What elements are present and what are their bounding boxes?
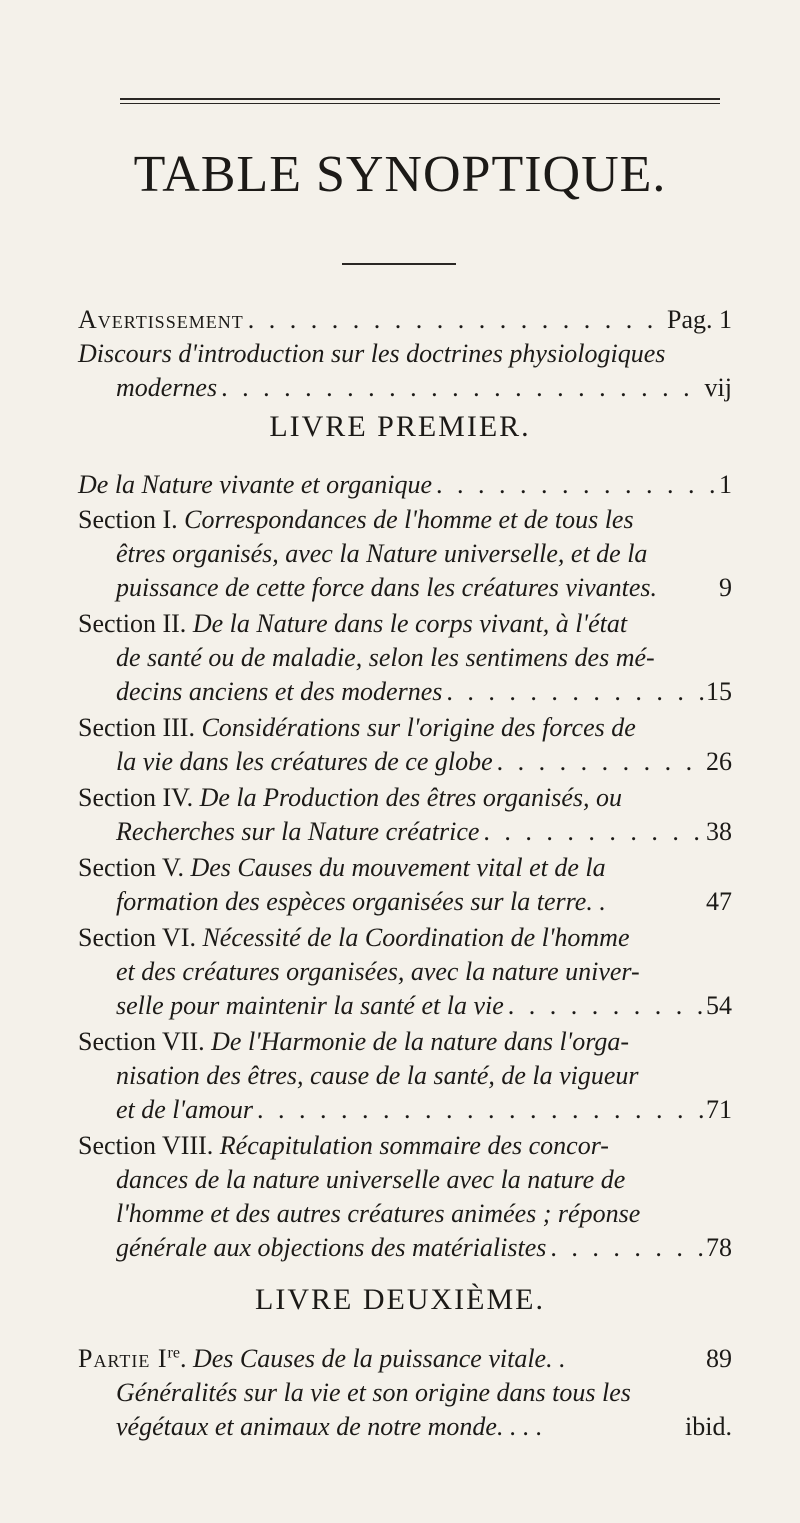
discours-line-1: Discours d'introduction sur les doctrines physiologiques <box>78 339 666 368</box>
leader-dots <box>442 676 706 708</box>
leader-dots <box>217 372 704 404</box>
section-label: Section II. <box>78 609 187 638</box>
title-rule <box>342 263 456 265</box>
section-text: Considérations sur l'origine des forces de <box>201 713 636 742</box>
leader-dots <box>493 746 706 778</box>
partie-label-text: Partie I <box>78 1344 168 1373</box>
section-label: Section V. <box>78 853 184 882</box>
page-number: 9 <box>719 573 732 602</box>
page-number: 1 <box>719 470 732 499</box>
page-number: vij <box>704 373 732 402</box>
section-4-line-1 <box>78 782 732 814</box>
section-1-line-3 <box>116 572 732 604</box>
toc-entry-discours <box>116 372 732 404</box>
section-2-line-2: de santé ou de maladie, selon les sentimens des mé- <box>116 643 655 672</box>
section-label: Section VI. <box>78 923 196 952</box>
leader-dots <box>479 816 706 848</box>
section-1-line-2: êtres organisés, avec la Nature universelle, et de la <box>116 539 648 568</box>
page-number: 26 <box>706 747 732 776</box>
section-label: Section III. <box>78 713 195 742</box>
section-label: Section VII. <box>78 1027 205 1056</box>
section-6-line-1 <box>78 922 732 954</box>
generalites-line-2 <box>116 1411 732 1443</box>
section-5-line-2 <box>116 886 732 918</box>
section-7-line-3 <box>116 1094 732 1126</box>
section-2-line-1 <box>78 608 732 640</box>
section-3-line-1 <box>78 712 732 744</box>
page-number: 71 <box>706 1095 732 1124</box>
page-number: 38 <box>706 817 732 846</box>
section-8-line-3: l'homme et des autres créatures animées ; réponse <box>116 1199 641 1228</box>
section-text: decins anciens et des modernes <box>116 677 443 706</box>
section-text: formation des espèces organisées sur la terre. . <box>116 887 606 916</box>
section-text: la vie dans les créatures de ce globe <box>116 747 493 776</box>
section-text: Nécessité de la Coordination de l'homme <box>202 923 630 952</box>
section-text: selle pour maintenir la santé et la vie <box>116 991 504 1020</box>
section-text: Correspondances de l'homme et de tous les <box>184 505 634 534</box>
section-text: et de l'amour <box>116 1095 253 1124</box>
discours-line-2: modernes <box>116 373 218 402</box>
section-6-line-2: et des créatures organisées, avec la nature univer- <box>116 957 640 986</box>
leader-dots <box>244 304 667 336</box>
section-8-line-2: dances de la nature universelle avec la nature de <box>116 1165 626 1194</box>
page-number: 54 <box>706 991 732 1020</box>
partie-suffix: . <box>179 1344 187 1373</box>
section-4-line-2 <box>116 816 732 848</box>
page-number: 15 <box>706 677 732 706</box>
livre-deuxieme-heading: LIVRE DEUXIÈME. <box>255 1283 545 1316</box>
page-number: ibid. <box>685 1412 732 1441</box>
leader-dots <box>253 1094 706 1126</box>
page-number: Pag. 1 <box>667 305 732 334</box>
section-2-line-3 <box>116 676 732 708</box>
avertissement-label: Avertissement <box>78 305 244 334</box>
intro-text: De la Nature vivante et organique <box>78 470 433 499</box>
section-7-line-1 <box>78 1026 732 1058</box>
livre-premier-heading: LIVRE PREMIER. <box>269 410 531 443</box>
toc-entry-partie-1 <box>78 1343 732 1375</box>
partie-sup: re <box>167 1344 180 1362</box>
generalites-line-1: Généralités sur la vie et son origine dans tous les <box>116 1378 631 1407</box>
top-rule-thin <box>120 103 720 104</box>
section-1-line-1 <box>78 504 732 536</box>
page-number: 47 <box>706 887 732 916</box>
section-text: De la Production des êtres organisés, ou <box>199 783 623 812</box>
section-8-line-4 <box>116 1232 732 1264</box>
leader-dots <box>504 990 706 1022</box>
section-8-line-1 <box>78 1130 732 1162</box>
section-6-line-3 <box>116 990 732 1022</box>
section-label: Section VIII. <box>78 1131 214 1160</box>
partie-text: Des Causes de la puissance vitale. . <box>192 1344 566 1373</box>
section-label: Section IV. <box>78 783 194 812</box>
section-7-line-2: nisation des êtres, cause de la santé, de la vigueur <box>116 1061 639 1090</box>
top-rule <box>120 98 720 100</box>
page-number: 89 <box>706 1344 732 1373</box>
toc-entry-intro <box>78 469 732 501</box>
partie-label <box>78 1343 566 1375</box>
section-3-line-2 <box>116 746 732 778</box>
section-5-line-1 <box>78 852 732 884</box>
section-text: Des Causes du mouvement vital et de la <box>190 853 606 882</box>
leader-dots <box>546 1232 706 1264</box>
section-label: Section I. <box>78 505 178 534</box>
section-text: De l'Harmonie de la nature dans l'orga- <box>211 1027 630 1056</box>
section-text: puissance de cette force dans les créatures vivantes. <box>116 573 658 602</box>
page-title: TABLE SYNOPTIQUE. <box>133 146 667 203</box>
section-text: générale aux objections des matérialistes <box>116 1233 547 1262</box>
toc-entry-avertissement <box>78 304 732 336</box>
page-number: 78 <box>706 1233 732 1262</box>
section-text: Recherches sur la Nature créatrice <box>116 817 480 846</box>
section-text: Récapitulation sommaire des concor- <box>219 1131 609 1160</box>
leader-dots <box>432 469 719 501</box>
generalites-text: végétaux et animaux de notre monde. . . . <box>116 1412 543 1441</box>
section-text: De la Nature dans le corps vivant, à l'état <box>192 609 628 638</box>
